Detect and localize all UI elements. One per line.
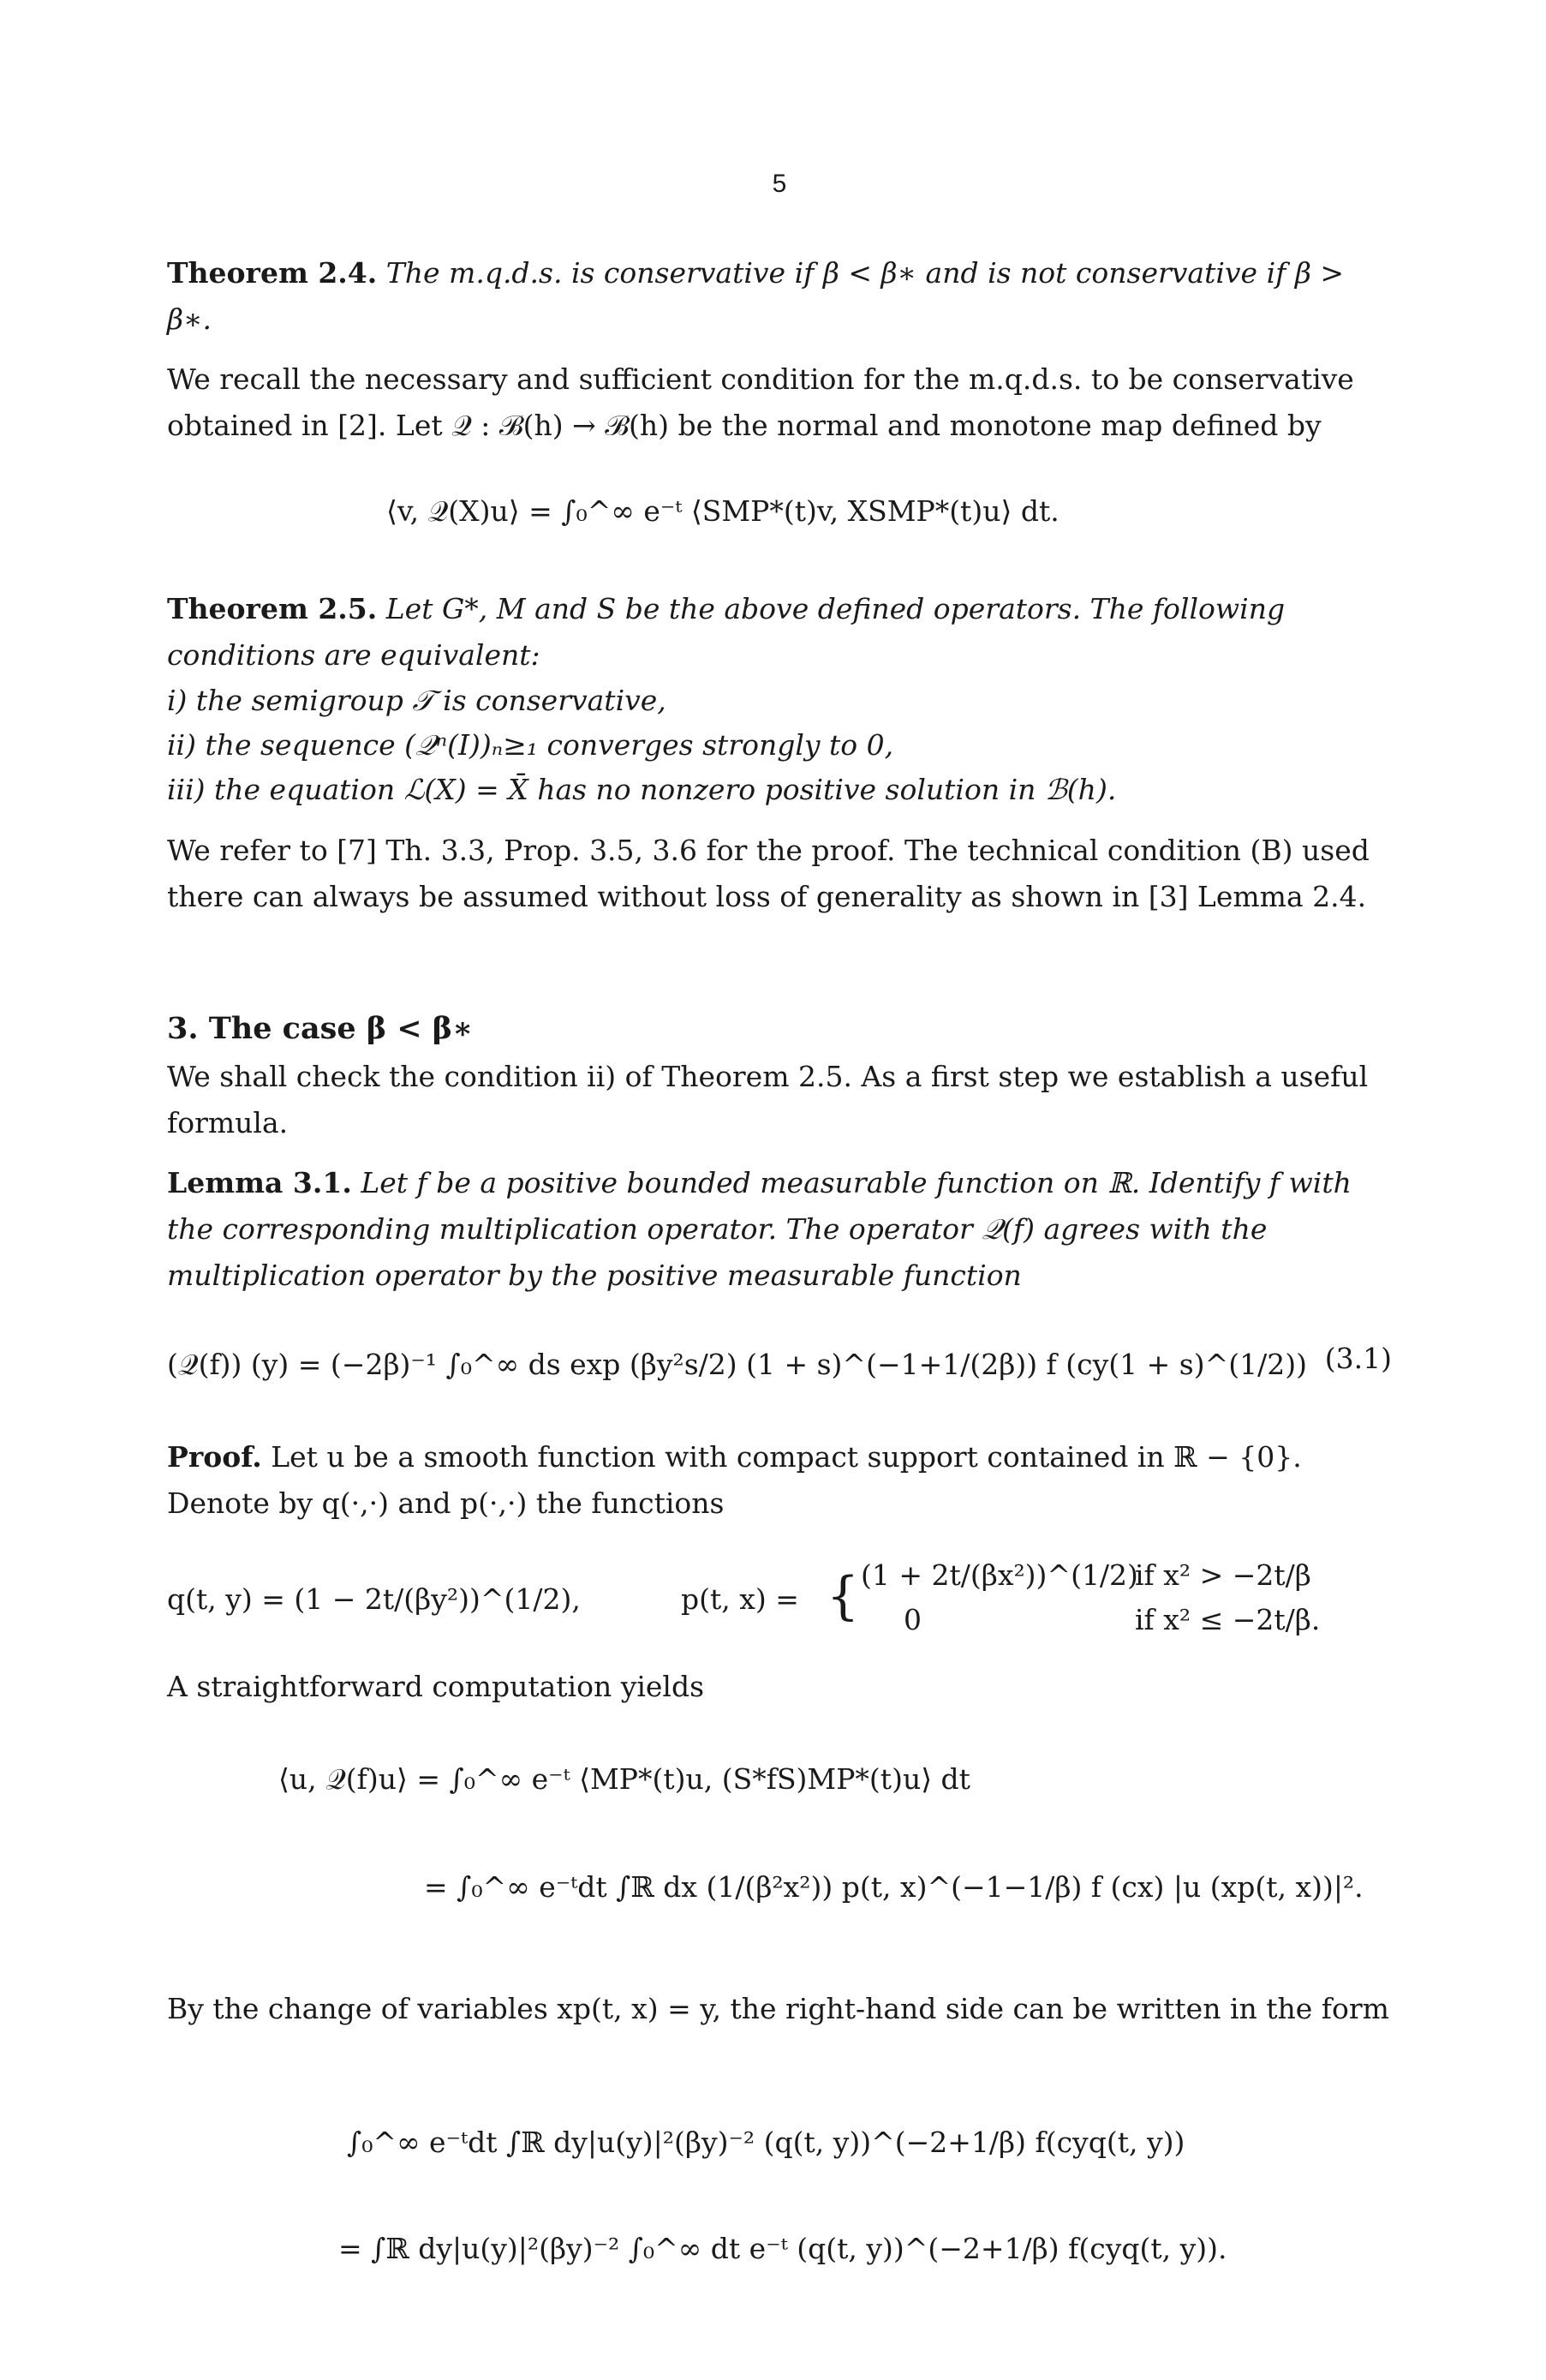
- proof-label: Proof.: [167, 1440, 262, 1474]
- equation-p-case1: (1 + 2t/(βx²))^(1/2): [861, 1558, 1138, 1592]
- proof-text: Let u be a smooth function with compact support contained in ℝ − {0}. Denote by q(·,·) and p(·,·) the functions: [167, 1440, 1302, 1520]
- equation-3-1-number: (3.1): [1324, 1342, 1392, 1375]
- section-3-intro: We shall check the condition ii) of Theorem 2.5. As a first step we establish a useful formula.: [167, 1060, 1369, 1139]
- equation-p-cond2: if x² ≤ −2t/β.: [1135, 1603, 1321, 1636]
- paragraph-change-variables: By the change of variables xp(t, x) = y, the right-hand side can be written in the form: [167, 1992, 1389, 2025]
- theorem-2-4-text: The m.q.d.s. is conservative if β < β∗ and is not conservative if β > β∗.: [167, 256, 1345, 336]
- lemma-3-1: [167, 1160, 1392, 1299]
- section-3-title: 3. The case β < β∗: [167, 1011, 474, 1046]
- equation-uq-line2: = ∫₀^∞ e⁻ᵗdt ∫ℝ dx (1/(β²x²)) p(t, x)^(−1−1/β) f (cx) |u (xp(t, x))|².: [424, 1870, 1364, 1904]
- condition-iii: iii) the equation ℒ(X) = X̄ has no nonzero positive solution in ℬ(h).: [167, 773, 1117, 806]
- theorem-2-4: [167, 250, 1392, 343]
- equation-q-def: q(t, y) = (1 − 2t/(βy²))^(1/2),: [167, 1582, 581, 1616]
- paragraph-recall: We recall the necessary and sufficient condition for the m.q.d.s. to be conservative obtained in [2]. Let 𝒬 : ℬ(h) → ℬ(h) be the normal and monotone map defined by: [167, 362, 1354, 442]
- theorem-2-4-label: Theorem 2.4.: [167, 256, 378, 290]
- equation-3-1: (𝒬(f)) (y) = (−2β)⁻¹ ∫₀^∞ ds exp (βy²s/2) (1 + s)^(−1+1/(2β)) f (cy(1 + s)^(1/2)): [167, 1348, 1307, 1381]
- equation-form-line2: = ∫ℝ dy|u(y)|²(βy)⁻² ∫₀^∞ dt e⁻ᵗ (q(t, y))^(−2+1/β) f(cyq(t, y)).: [338, 2232, 1227, 2265]
- brace-icon: {: [827, 1566, 860, 1626]
- equation-form-line1: ∫₀^∞ e⁻ᵗdt ∫ℝ dy|u(y)|²(βy)⁻² (q(t, y))^(−2+1/β) f(cyq(t, y)): [347, 2126, 1185, 2159]
- page-number: 5: [772, 170, 787, 198]
- equation-p-cond1: if x² > −2t/β: [1135, 1558, 1311, 1592]
- lemma-3-1-label: Lemma 3.1.: [167, 1166, 352, 1199]
- equation-p-lhs: p(t, x) =: [681, 1582, 799, 1616]
- condition-ii: ii) the sequence (𝒬ⁿ(I))ₙ≥₁ converges strongly to 0,: [167, 728, 894, 762]
- proof: [167, 1434, 1392, 1527]
- equation-uq-line1: ⟨u, 𝒬(f)u⟩ = ∫₀^∞ e⁻ᵗ ⟨MP*(t)u, (S*fS)MP*(t)u⟩ dt: [278, 1762, 970, 1796]
- lemma-3-1-text: Let f be a positive bounded measurable function on ℝ. Identify f with the corresponding multiplication operator. The operator 𝒬(f) agrees with the multiplication operator by the positive measurable function: [167, 1166, 1352, 1292]
- theorem-2-5-label: Theorem 2.5.: [167, 592, 378, 625]
- theorem-2-5: [167, 586, 1392, 679]
- paragraph-straightforward: A straightforward computation yields: [167, 1670, 705, 1703]
- paragraph-refer: We refer to [7] Th. 3.3, Prop. 3.5, 3.6 for the proof. The technical condition (B) used there can always be assumed without loss of generality as shown in [3] Lemma 2.4.: [167, 834, 1370, 913]
- equation-q-map: ⟨v, 𝒬(X)u⟩ = ∫₀^∞ e⁻ᵗ ⟨SMP*(t)v, XSMP*(t)u⟩ dt.: [386, 494, 1060, 528]
- theorem-2-5-text: Let G*, M and S be the above defined operators. The following conditions are equivalent:: [167, 592, 1286, 672]
- equation-p-case2: 0: [904, 1603, 922, 1636]
- condition-i: i) the semigroup 𝒯 is conservative,: [167, 684, 666, 717]
